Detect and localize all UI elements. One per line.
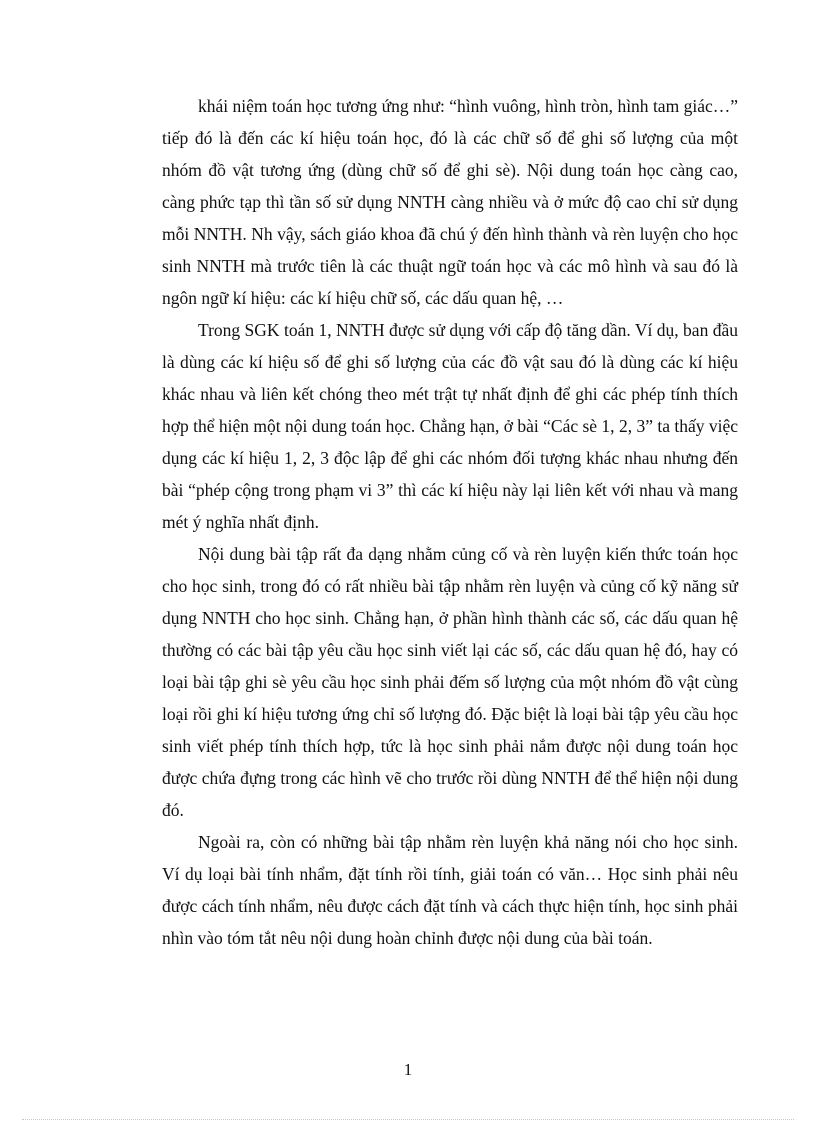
body-text (162, 90, 738, 954)
paragraph-3: Nội dung bài tập rất đa dạng nhằm củng cố và rèn luyện kiến thức toán học cho học sinh, trong đó có rất nhiều bài tập nhằm rèn luyện và củng cố kỹ năng sử dụng NNTH cho học sinh. Chẳng hạn, ở phần hình thành các số, các dấu quan hệ thường có các bài tập yêu cầu học sinh viết lại các số, các dấu quan hệ đó, hay có loại bài tập ghi sè yêu cầu học sinh phải đếm số lượng của một nhóm đồ vật cùng loại rồi ghi kí hiệu tương ứng chỉ số lượng đó. Đặc biệt là loại bài tập yêu cầu học sinh viết phép tính thích hợp, tức là học sinh phải nắm được nội dung toán học được chứa đựng trong các hình vẽ cho trước rồi dùng NNTH để thể hiện nội dung đó. (162, 544, 738, 820)
page-bottom-divider (22, 1119, 794, 1120)
page-number: 1 (403, 1060, 413, 1079)
paragraph-1: khái niệm toán học tương ứng như: “hình vuông, hình tròn, hình tam giác…” tiếp đó là đến các kí hiệu toán học, đó là các chữ số để ghi số lượng của một nhóm đồ vật tương ứng (dùng chữ số để ghi sè). Nội dung toán học càng cao, càng phức tạp thì tần số sử dụng NNTH càng nhiều và ở mức độ cao chỉ sử dụng mỗi NNTH. Nh vậy, sách giáo khoa đã chú ý đến hình thành và rèn luyện cho học sinh NNTH mà trước tiên là các thuật ngữ toán học và các mô hình và sau đó là ngôn ngữ kí hiệu: các kí hiệu chữ số, các dấu quan hệ, … (162, 96, 738, 308)
paragraph-4: Ngoài ra, còn có những bài tập nhằm rèn luyện khả năng nói cho học sinh. Ví dụ loại bài tính nhẩm, đặt tính rồi tính, giải toán có văn… Học sinh phải nêu được cách tính nhẩm, nêu được cách đặt tính và cách thực hiện tính, học sinh phải nhìn vào tóm tắt nêu nội dung hoàn chỉnh được nội dung của bài toán. (162, 832, 738, 948)
paragraph-2: Trong SGK toán 1, NNTH được sử dụng với cấp độ tăng dần. Ví dụ, ban đầu là dùng các kí hiệu số để ghi số lượng của các đồ vật sau đó là dùng các kí hiệu khác nhau và liên kết chóng theo mét trật tự nhất định để ghi các phép tính thích hợp thể hiện một nội dung toán học. Chẳng hạn, ở bài “Các sè 1, 2, 3” ta thấy việc dụng các kí hiệu 1, 2, 3 độc lập để ghi các nhóm đối tượng khác nhau nhưng đến bài “phép cộng trong phạm vi 3” thì các kí hiệu này lại liên kết với nhau và mang mét ý nghĩa nhất định. (162, 320, 738, 532)
